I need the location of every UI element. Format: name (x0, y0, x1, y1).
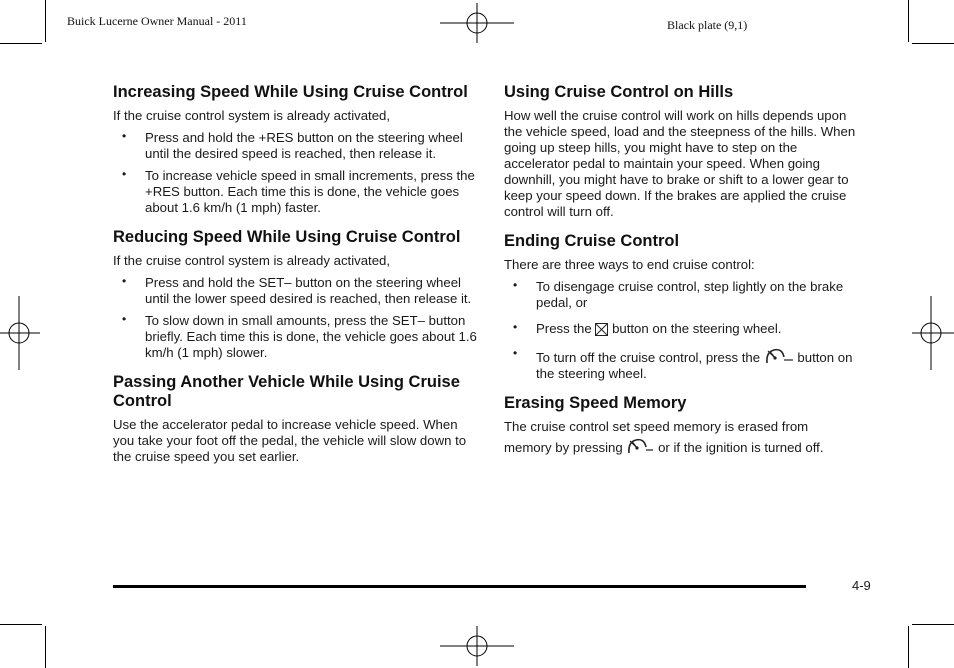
section-body: How well the cruise control will work on hills depends upon the vehicle speed, load and the steepness of the hills. When going up steep hills, you might have to step on the accelerator pedal to maintain your speed. When going downhill, you might have to brake or shift to a lower gear to keep your speed down. If the brakes are applied the cruise control will turn off. (504, 108, 856, 219)
bullet-list (504, 279, 866, 382)
section-hills (504, 83, 866, 220)
section-heading: Increasing Speed While Using Cruise Control (113, 83, 468, 101)
section-intro: If the cruise control system is already activated, (113, 108, 391, 123)
section-body (504, 437, 866, 456)
crop-mark (0, 43, 42, 44)
list-item (504, 347, 866, 382)
list-item: • To increase vehicle speed in small increments, press the +RES button. Each time this is done, the vehicle goes about 1.6 km/h (1 mph) faster. (113, 168, 478, 216)
section-body: The cruise control set speed memory is erased from (504, 419, 809, 434)
left-column (113, 83, 478, 471)
right-column (504, 83, 866, 462)
bullet-text: button on the steering wheel. (536, 350, 853, 381)
section-passing-vehicle (113, 373, 478, 465)
section-heading: Using Cruise Control on Hills (504, 83, 734, 101)
registration-mark-right (912, 296, 954, 370)
crop-mark (0, 624, 42, 625)
section-increasing-speed (113, 83, 478, 216)
section-intro: There are three ways to end cruise control: (504, 257, 755, 272)
section-intro: If the cruise control system is already activated, (113, 253, 391, 268)
body-text: memory by pressing (504, 440, 623, 455)
bullet-text: button on the steering wheel. (612, 321, 782, 336)
page-number: 4-9 (852, 578, 871, 593)
section-heading: Passing Another Vehicle While Using Cruise Control (113, 373, 460, 410)
crop-mark (912, 43, 954, 44)
cruise-control-icon (626, 437, 654, 455)
section-body: Use the accelerator pedal to increase vehicle speed. When you take your foot off the pedal, the vehicle will slow down to the cruise speed you set earlier. (113, 417, 467, 464)
footer-rule (113, 585, 806, 588)
bullet-list (113, 275, 478, 361)
bullet-list (113, 130, 478, 216)
section-ending-cruise (504, 232, 866, 382)
cruise-control-icon (764, 347, 794, 365)
registration-mark-left (0, 296, 40, 370)
crop-mark (45, 626, 46, 668)
crop-mark (912, 624, 954, 625)
section-erasing-memory (504, 394, 866, 456)
bullet-text: Press the (536, 321, 592, 336)
crop-mark (908, 626, 909, 668)
crop-mark (45, 0, 46, 42)
list-item: • Press and hold the +RES button on the steering wheel until the desired speed is reached, then release it. (113, 130, 478, 162)
list-item (504, 321, 866, 337)
manual-title: Buick Lucerne Owner Manual - 2011 (67, 14, 247, 28)
list-item: • Press and hold the SET– button on the steering wheel until the lower speed desired is reached, then release it. (113, 275, 478, 307)
section-reducing-speed (113, 228, 478, 361)
section-heading: Reducing Speed While Using Cruise Control (113, 228, 461, 246)
plate-label: Black plate (9,1) (667, 18, 748, 32)
list-item: • To slow down in small amounts, press the SET– button briefly. Each time this is done, the vehicle goes about 1.6 km/h (1 mph) slower. (113, 313, 478, 361)
registration-mark-top (440, 3, 514, 43)
section-heading: Erasing Speed Memory (504, 394, 687, 412)
cancel-button-icon (595, 323, 608, 336)
list-item: • To disengage cruise control, step lightly on the brake pedal, or (504, 279, 866, 311)
bullet-text: To turn off the cruise control, press the (536, 350, 761, 365)
section-heading: Ending Cruise Control (504, 232, 680, 250)
body-text: or if the ignition is turned off. (658, 440, 824, 455)
crop-mark (908, 0, 909, 42)
registration-mark-bottom (440, 626, 514, 666)
